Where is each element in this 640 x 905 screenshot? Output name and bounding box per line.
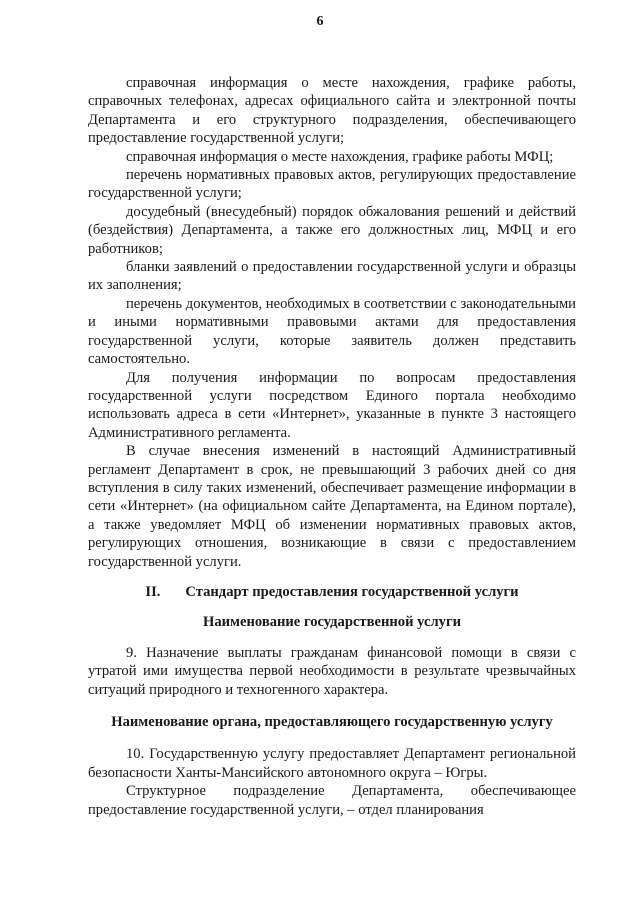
document-body — [88, 74, 576, 819]
paragraph-structural-unit: Структурное подразделение Департамента, обеспечивающее предоставление государственной услуги, – отдел планирования — [88, 783, 576, 818]
paragraph-9: 9. Назначение выплаты гражданам финансовой помощи в связи с утратой ими имущества первой необходимости в результате чрезвычайных ситуаций природного и техногенного характера. — [88, 644, 576, 698]
paragraph-amendments: В случае внесения изменений в настоящий Административный регламент Департамент в срок, не превышающий 3 рабочих дней со дня вступления в силу таких изменений, обеспечивает размещение информации в сети «Интернет» (на официальном сайте Департамента, на Едином портале), а также уведомляет МФЦ об изменении нормативных правовых актов, регулирующих отношения, возникающие в связи с предоставлением государственной услуги. — [88, 443, 576, 570]
paragraph-documents-list: перечень документов, необходимых в соответствии с законодательными и иными нормативными правовыми актами для предоставления государственной услуги, которые заявитель должен представить самостоятельно. — [88, 295, 576, 368]
paragraph-legal-acts: перечень нормативных правовых актов, регулирующих предоставление государственной услуги; — [88, 167, 576, 202]
paragraph-mfc-info: справочная информация о месте нахождения, графике работы МФЦ; — [126, 148, 554, 165]
paragraph-10: 10. Государственную услугу предоставляет Департамент региональной безопасности Ханты-Мансийского автономного округа – Югры. — [88, 746, 576, 781]
paragraph-portal-info: Для получения информации по вопросам предоставления государственной услуги посредством Единого портала необходимо использовать адреса в сети «Интернет», указанные в пункте 3 настоящего Административного регламента. — [88, 369, 576, 441]
heading-service-name: Наименование государственной услуги — [203, 614, 461, 631]
section-title: Стандарт предоставления государственной услуги — [185, 583, 519, 600]
paragraph-contact-info: справочная информация о месте нахождения, графике работы, справочных телефонах, адресах официального сайта и электронной почты Департамента и его структурного подразделения, обеспечивающего предоставление государственной услуги; — [88, 75, 576, 147]
section-number: II. — [145, 583, 161, 600]
heading-authority: Наименование органа, предоставляющего государственную услугу — [111, 714, 553, 730]
paragraph-appeal-procedure: досудебный (внесудебный) порядок обжалования решений и действий (бездействия) Департамента, а также его должностных лиц, МФЦ и его работников; — [88, 203, 576, 257]
page-number: 6 — [316, 14, 324, 29]
section-heading — [88, 583, 576, 601]
paragraph-forms: бланки заявлений о предоставлении государственной услуги и образцы их заполнения; — [88, 259, 576, 294]
